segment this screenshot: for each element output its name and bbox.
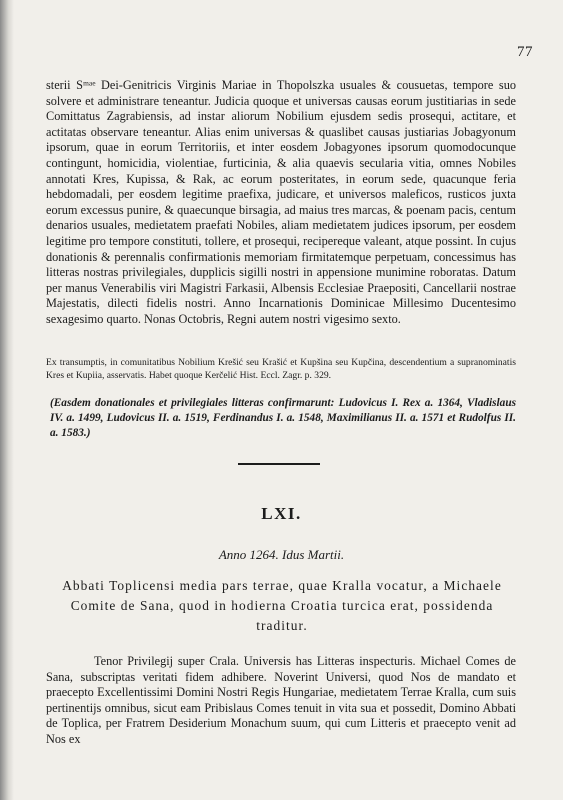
document-number: LXI. <box>261 504 302 523</box>
scan-shadow-edge <box>0 0 14 800</box>
confirmation-note: (Easdem donationales et privilegiales litteras confirmarunt: Ludovicus I. Rex a. 1364, Vladislaus IV. a. 1499, Ludovicus II. a. 1519, Ferdinandus I. a. 1548, Maximilianus II. a. 1571 et Rudolfus II. a. 1583.) <box>50 397 516 440</box>
charter-body-text: Tenor Privilegij super Crala. Universis has Litteras inspecturis. Michael Comes de Sana, subscriptas veritati fidem adhibere. Noverint Universi, quod Nos de mandato et praecepto Excellentissimi Domini Nostri Regis Hungariae, medietatem Terrae Kralla, cum suis pertinentijs omnibus, sicut eam Pribislaus Comes tenuit in vita sua et possedit, Domino Abbati de Toplica, per Fratrem Desiderium Monachum suum, qui cum Litteris et praecepto venit ad Nos ex <box>46 654 516 746</box>
source-note: Ex transumptis, in comunitatibus Nobilium Krešić seu Krašić et Kupšina seu Kupčina, descendentium a supranominatis Kres et Kupiia, asservatis. Habet quoque Kerčelić Hist. Eccl. Zagr. p. 329. <box>46 357 516 381</box>
page-number: 77 <box>517 44 533 60</box>
section-divider <box>238 463 320 465</box>
document-date: Anno 1264. Idus Martii. <box>218 547 345 562</box>
charter-continuation-text: sterii Sᵐᵃᵉ Dei-Genitricis Virginis Mariae in Thopolszka usuales & cousuetas, tempore suo solvere et administrare teneantur. Judicia quoque et universas causas eorum justitiarias in sede Comittatus Zagrabiensis, ad instar aliorum Nobilium ejusdem sedis prosequi, actitare, et actitatas observare teneantur. Alias enim universas & quaslibet causas justiarias Jobagyonum ipsorum, quae in eorum Territoriis, et inter eosdem Jobagyones ipsorum quomodocunque contingunt, homicidia, violentiae, furticinia, & alia quaevis secularia vitia, omnes Nobiles annotati Kres, Kupissa, & Rak, ac eorum posteritates, in eorum sede, quacunque feria hebdomadali, per eosdem legitime praefixa, judicare, et universos maleficos, rusticos juxta eorum excessus punire, & quaecunque birsagia, ad maius tres marcas, & poenam pacis, centum denarios usuales, medietatem praefati Nobiles, aliam medietatem judices ipsorum, per eosdem legitime pro tempore constituti, tollere, et prosequi, recipereque valeant, atque possint. In cujus donationis & perennalis confirmationis memoriam firmitatemque perpetuam, concessimus has litteras nostras privilegiales, dupplicis sigilli nostri in appensione munimine roboratas. Datum per manus Venerabilis viri Magistri Farkasii, Albensis Ecclesiae Praepositi, Cancellarii nostrae Majestatis, dilecti fidelis nostri. Anno Incarnationis Dominicae Millesimo Ducentesimo sexagesimo quarto. Nonas Octobris, Regni autem nostri vigesimo sexto. <box>46 78 516 326</box>
document-summary: Abbati Toplicensi media pars terrae, quae Kralla vocatur, a Michaele Comite de Sana, quod in hodierna Croatia turcica erat, possidenda traditur. <box>62 578 502 633</box>
